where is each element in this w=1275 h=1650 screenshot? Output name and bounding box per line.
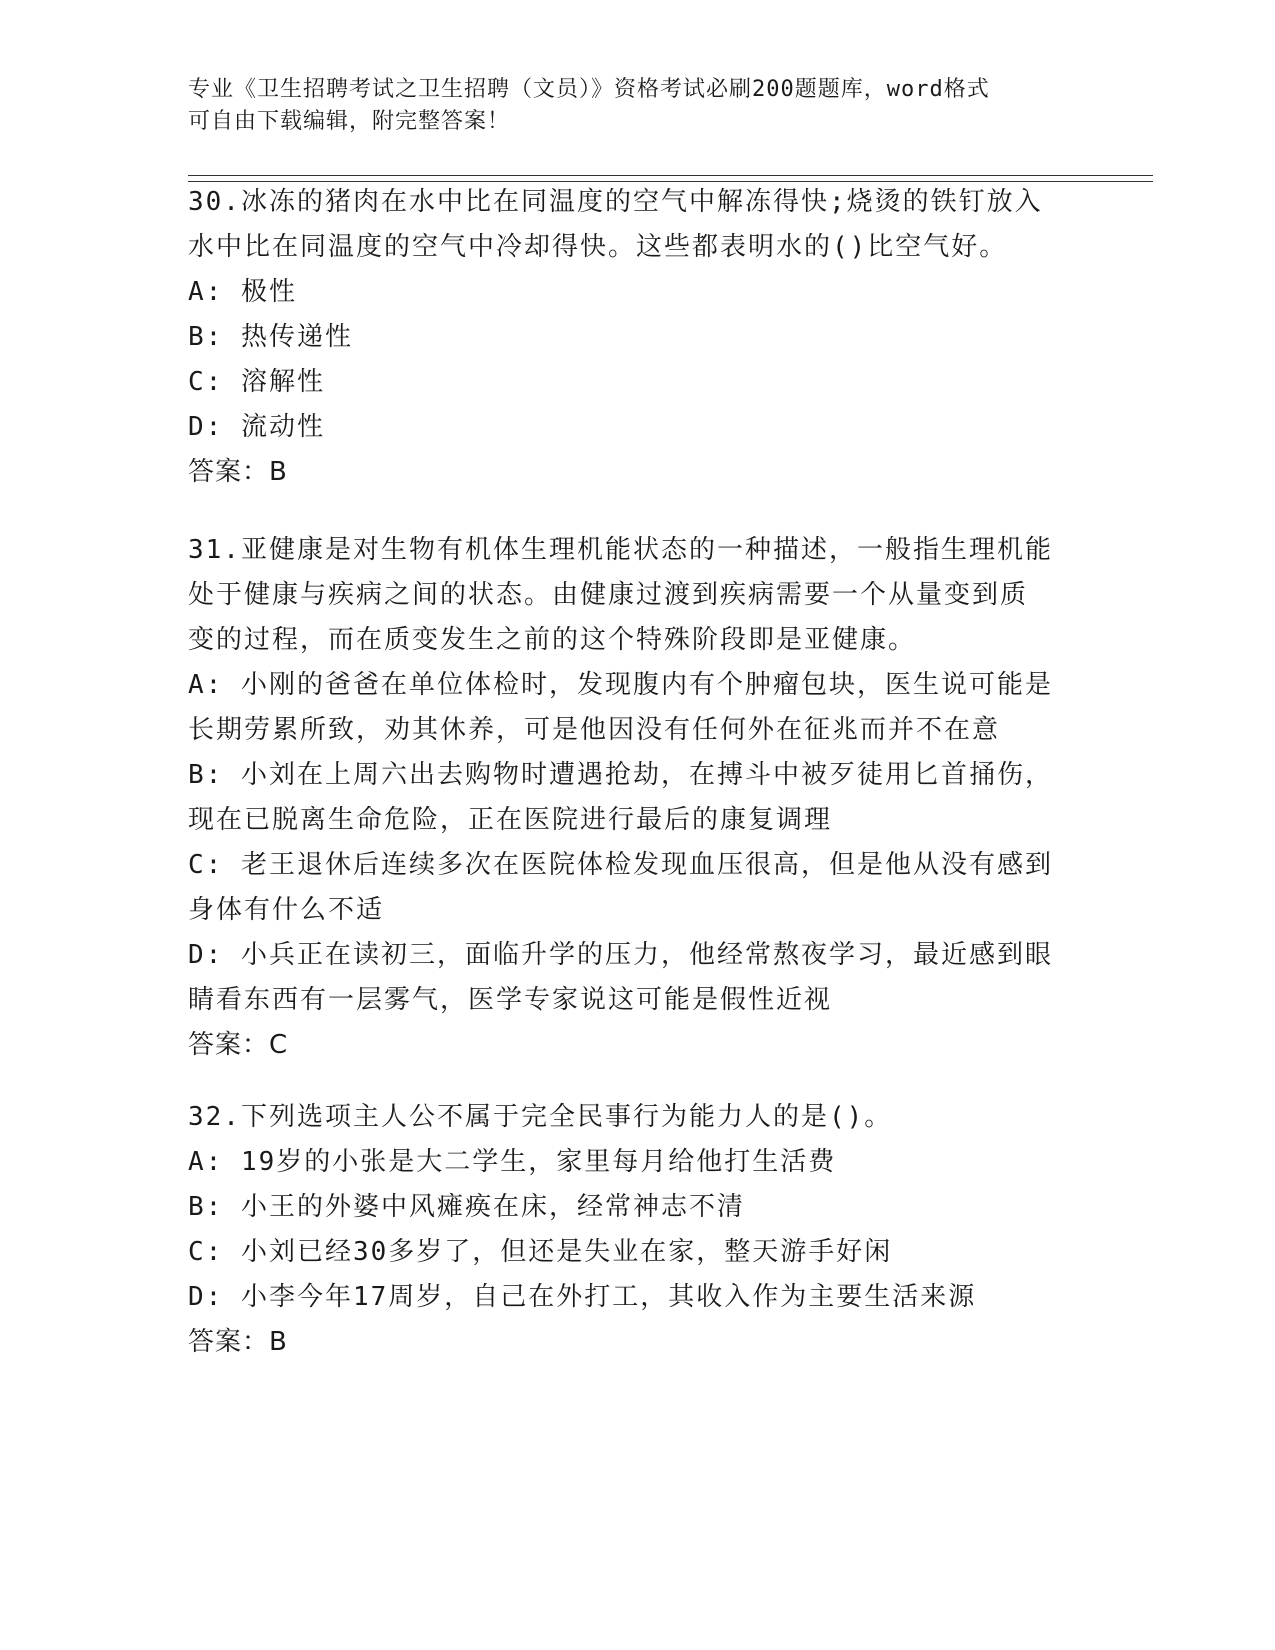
option-d: D: 小兵正在读初三，面临升学的压力，他经常熬夜学习，最近感到眼 — [188, 940, 1053, 970]
option-b: B: 小王的外婆中风瘫痪在床，经常神志不清 — [188, 1192, 745, 1222]
option-d: D: 流动性 — [188, 412, 325, 442]
document-header — [188, 74, 1068, 138]
question-31 — [188, 528, 1068, 1068]
option-d-continued: 睛看东西有一层雾气，医学专家说这可能是假性近视 — [188, 985, 833, 1015]
option-a-continued: 长期劳累所致，劝其休养，可是他因没有任何外在征兆而并不在意 — [188, 715, 1001, 745]
answer-label: 答案：B — [188, 1327, 288, 1357]
option-b: B: 小刘在上周六出去购物时遭遇抢劫，在搏斗中被歹徒用匕首捅伤， — [188, 760, 1053, 790]
option-d: D: 小李今年17周岁，自己在外打工，其收入作为主要生活来源 — [188, 1282, 977, 1312]
question-stem-line: 处于健康与疾病之间的状态。由健康过渡到疾病需要一个从量变到质 — [188, 580, 1029, 610]
option-c: C: 老王退休后连续多次在医院体检发现血压很高，但是他从没有感到 — [188, 850, 1053, 880]
option-c: C: 溶解性 — [188, 367, 325, 397]
question-stem-line: 变的过程，而在质变发生之前的这个特殊阶段即是亚健康。 — [188, 625, 917, 655]
header-line-1: 专业《卫生招聘考试之卫生招聘（文员）》资格考试必刷200题题库，word格式 — [188, 77, 990, 102]
question-stem-line: 水中比在同温度的空气中冷却得快。这些都表明水的()比空气好。 — [188, 232, 1008, 262]
header-divider-top — [188, 175, 1153, 176]
option-a: A: 极性 — [188, 277, 297, 307]
question-30 — [188, 180, 1068, 495]
answer-label: 答案：C — [188, 1030, 289, 1060]
question-32 — [188, 1095, 1068, 1365]
option-c-continued: 身体有什么不适 — [188, 895, 385, 925]
option-a: A: 19岁的小张是大二学生，家里每月给他打生活费 — [188, 1147, 837, 1177]
option-a: A: 小刚的爸爸在单位体检时，发现腹内有个肿瘤包块，医生说可能是 — [188, 670, 1053, 700]
option-b-continued: 现在已脱离生命危险，正在医院进行最后的康复调理 — [188, 805, 833, 835]
option-b: B: 热传递性 — [188, 322, 353, 352]
option-c: C: 小刘已经30多岁了，但还是失业在家，整天游手好闲 — [188, 1237, 893, 1267]
question-stem-line: 32.下列选项主人公不属于完全民事行为能力人的是()。 — [188, 1102, 893, 1132]
question-stem-line: 31.亚健康是对生物有机体生理机能状态的一种描述，一般指生理机能 — [188, 535, 1053, 565]
answer-label: 答案：B — [188, 457, 288, 487]
question-stem-line: 30.冰冻的猪肉在水中比在同温度的空气中解冻得快;烧烫的铁钉放入 — [188, 187, 1043, 217]
header-line-2: 可自由下载编辑，附完整答案！ — [188, 109, 511, 134]
